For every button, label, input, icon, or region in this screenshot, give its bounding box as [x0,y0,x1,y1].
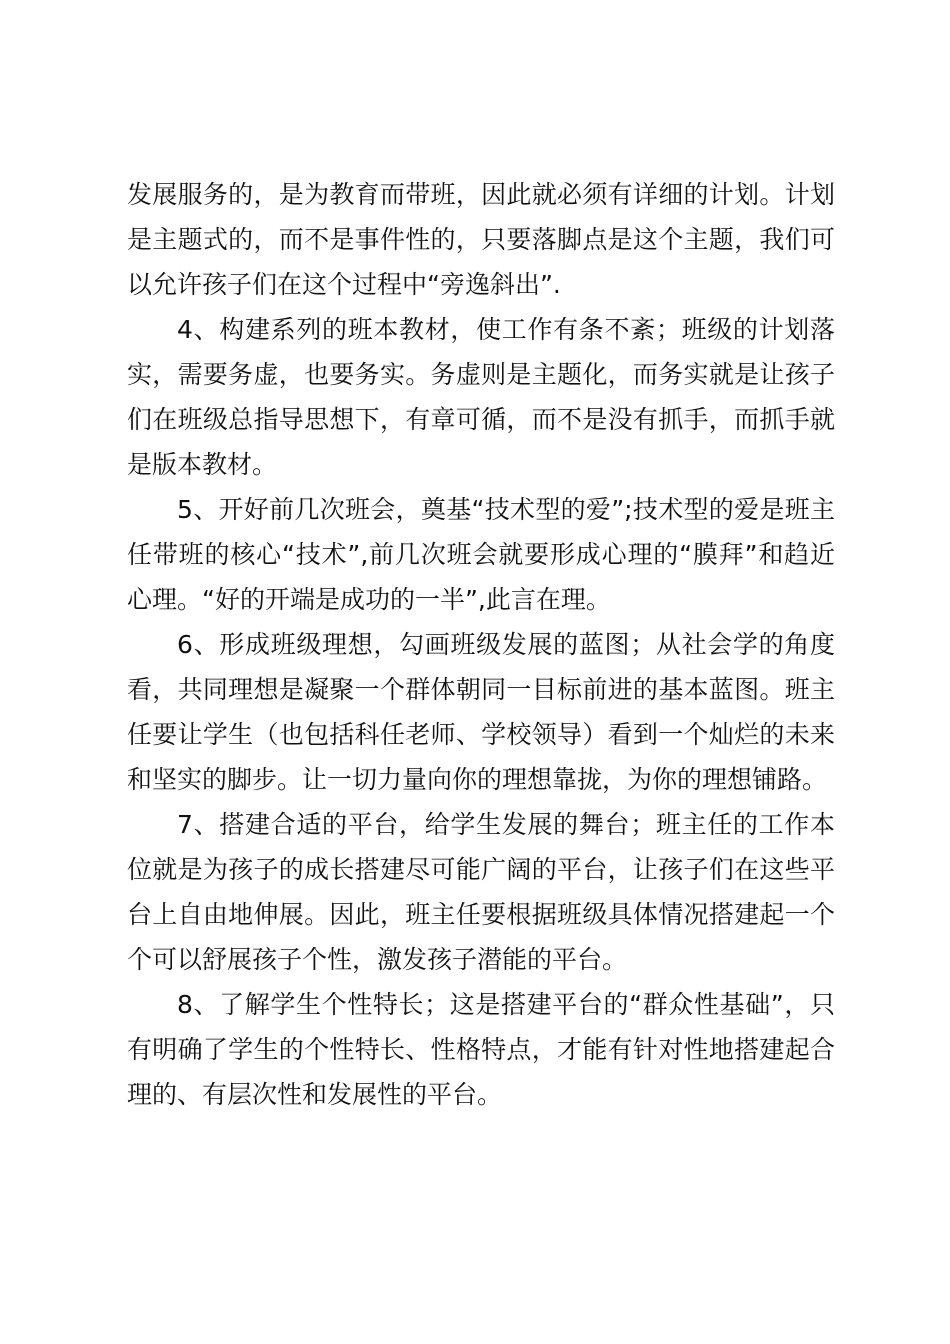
paragraph-continuation: 发展服务的，是为教育而带班，因此就必须有详细的计划。计划是主题式的，而不是事件性的，只要落脚点是这个主题，我们可以允许孩子们在这个过程中“旁逸斜出”. [127,180,835,299]
document-body [127,172,835,1117]
paragraph-item-7: 7、搭建合适的平台，给学生发展的舞台；班主任的工作本位就是为孩子的成长搭建尽可能广阔的平台，让孩子们在这些平台上自由地伸展。因此，班主任要根据班级具体情况搭建起一个个可以舒展孩子个性，激发孩子潜能的平台。 [127,810,835,974]
paragraph-item-4: 4、构建系列的班本教材，使工作有条不紊；班级的计划落实，需要务虚，也要务实。务虚则是主题化，而务实就是让孩子们在班级总指导思想下，有章可循，而不是没有抓手，而抓手就是版本教材。 [127,315,835,479]
paragraph-item-6: 6、形成班级理想，勾画班级发展的蓝图；从社会学的角度看，共同理想是凝聚一个群体朝同一目标前进的基本蓝图。班主任要让学生（也包括科任老师、学校领导）看到一个灿烂的未来和坚实的脚步。让一切力量向你的理想靠拢，为你的理想铺路。 [127,630,835,794]
paragraph-item-5: 5、开好前几次班会，奠基“技术型的爱”;技术型的爱是班主任带班的核心“技术”,前几次班会就要形成心理的“膜拜”和趋近心理。“好的开端是成功的一半”,此言在理。 [127,495,835,614]
paragraph-item-8: 8、了解学生个性特长；这是搭建平台的“群众性基础”，只有明确了学生的个性特长、性格特点，才能有针对性地搭建起合理的、有层次性和发展性的平台。 [127,990,835,1109]
